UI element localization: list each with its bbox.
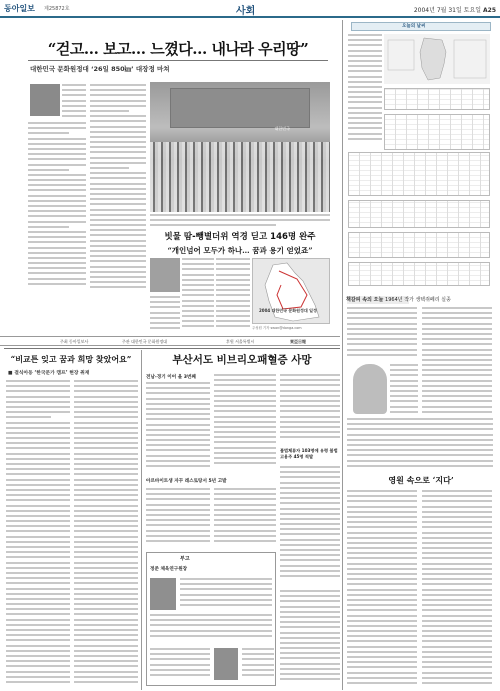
body-text: [347, 307, 417, 361]
box-subtitle: 정준 체육연구원장: [150, 567, 188, 572]
box-title: 부고: [180, 556, 190, 562]
sponsor-item: 후원 서울특별시: [226, 339, 255, 344]
body-text: [214, 374, 276, 472]
body-text: [280, 466, 340, 586]
weather-header: 오늘의 날씨: [351, 22, 491, 31]
article-photo: [30, 84, 60, 116]
weather-table: [348, 200, 490, 228]
byline: 주성원 기자 swon@donga.com: [252, 326, 302, 330]
sponsor-item: 주최 동아일보사: [60, 339, 89, 344]
body-text: [422, 307, 492, 417]
weather-table: [384, 88, 490, 110]
divider: [28, 60, 328, 61]
subhead: 전남-경기 이어 올 3번째: [146, 375, 196, 380]
main-photo: [150, 82, 330, 212]
body-text: [28, 122, 86, 292]
top-headline: “걷고… 보고… 느꼈다… 내나라 우리땅”: [47, 40, 309, 58]
body-text: [180, 578, 272, 612]
portrait-photo: [150, 578, 176, 610]
body-text: [150, 614, 272, 644]
body-text: [216, 258, 250, 332]
route-map: [252, 258, 330, 324]
small-photo: [150, 258, 180, 292]
sponsor-item: 東亞日報: [290, 339, 306, 344]
body-text: [74, 380, 138, 686]
body-text: [242, 648, 274, 682]
body-text: [422, 490, 492, 686]
issue-number: 제25872호: [44, 6, 70, 12]
portrait-photo: [214, 648, 238, 680]
body-text: [214, 488, 276, 548]
column-header: 책갈피 속의 오늘 1964년 작가 생텍쥐페리 실종: [346, 297, 451, 303]
masthead: [0, 0, 500, 18]
weather-table: [348, 232, 490, 258]
top-subhead: 대한민국 문화원정대 ‘26일 850㎞’ 대장정 마쳐: [30, 65, 170, 73]
portrait-photo: [353, 364, 387, 414]
section-title: 사회: [236, 6, 256, 17]
body-text: [390, 364, 418, 418]
body-text: [347, 418, 493, 470]
map-title: 2004 대한민국 문화원정대 일정: [259, 308, 317, 313]
weather-table: [384, 114, 490, 150]
sponsor-item: 주관 대한민국 문화원정대: [122, 339, 168, 344]
subhead: 불법체류자 103명에 유령 불법고용주 45명 적발: [280, 448, 338, 459]
column-headline: 영원 속으로 ‘지다’: [388, 475, 454, 485]
sponsor-bar: [0, 336, 340, 346]
body-text: [150, 296, 180, 332]
weather-text: [348, 34, 382, 144]
newspaper-logo: 동아일보: [4, 4, 35, 13]
body-text: [146, 488, 210, 548]
middle-headline: 빗물 땀-뺑별더위 역경 딛고 146명 완주: [164, 232, 316, 242]
photo-caption: [150, 214, 330, 228]
body-text: [280, 590, 340, 686]
body-text: [90, 84, 146, 292]
subhead: 아르바이트생 자꾸 레스토랑서 5년 고발: [146, 479, 227, 484]
weather-map: [384, 34, 490, 84]
middle-subhead: “개인넘어 모두가 하나… 꿈과 용기 얻었죠”: [167, 246, 313, 255]
body-text: [150, 648, 210, 682]
bottom-left-subhead: ■ 결식아동 ‘한국문가 캠프’ 현장 취재: [8, 371, 90, 376]
body-text: [347, 490, 417, 686]
body-text: [6, 380, 70, 686]
weather-table: [348, 262, 490, 286]
weather-table: [348, 152, 490, 196]
bottom-middle-headline: 부산서도 비브리오패혈증 사망: [172, 354, 312, 366]
body-text: [146, 382, 210, 472]
body-text: [62, 84, 86, 120]
body-text: [182, 258, 214, 332]
column-divider: [141, 350, 142, 690]
body-text: [280, 374, 340, 442]
photo-tag: 대한민국: [274, 126, 290, 131]
divider: [4, 348, 340, 349]
column-divider: [342, 20, 343, 690]
publication-date: 2004년 7월 31일 토요일 A25: [413, 7, 496, 14]
bottom-left-headline: “비교튼 잊고 꿈과 희망 찾았어요”: [10, 354, 132, 364]
